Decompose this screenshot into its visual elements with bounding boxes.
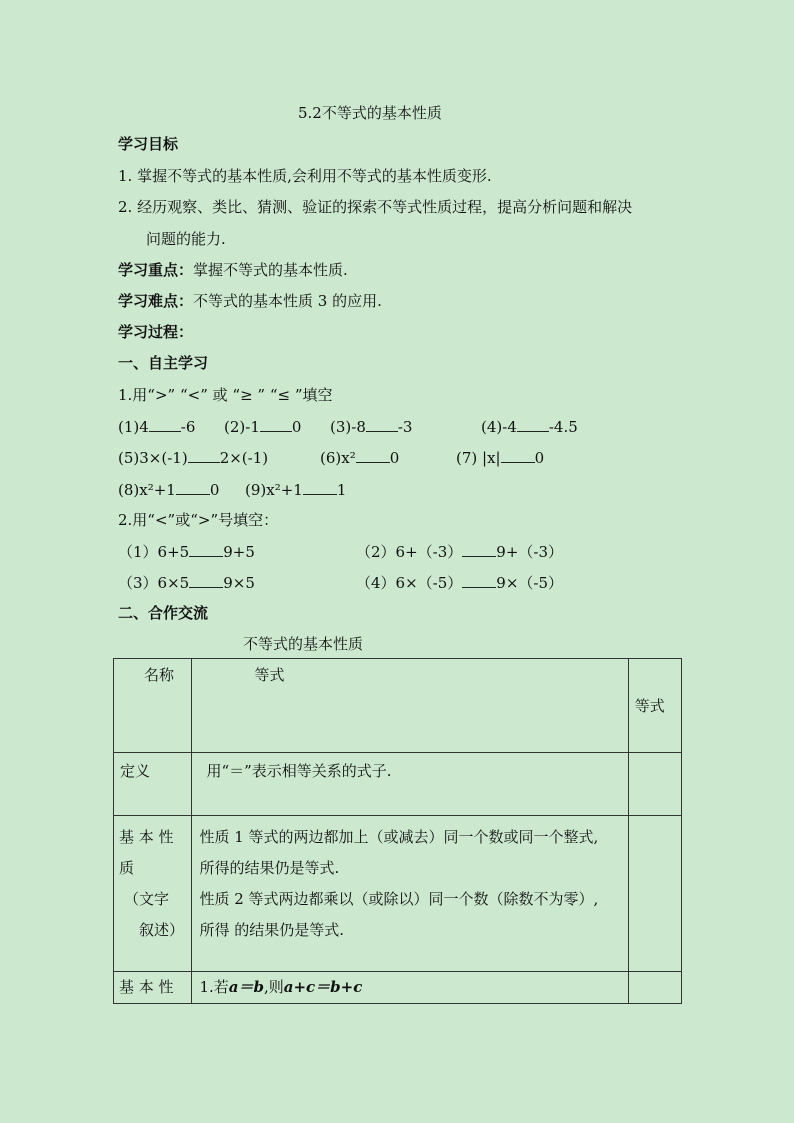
definition-label: 定义	[120, 762, 151, 780]
q1-item-5-right: 2×(-1)	[219, 449, 269, 467]
q2-item-1	[118, 541, 255, 562]
q1-item-6-right: 0	[389, 449, 400, 467]
q1-item-9-right: 1	[336, 481, 347, 499]
q2-item-3	[118, 572, 255, 593]
table-row-definition	[114, 753, 682, 816]
basic-text-line-4: 所得 的结果仍是等式.	[199, 921, 344, 939]
q2-item-4-left: （4）6×（-5）	[356, 574, 463, 592]
goal-item-2-cont: 问题的能力.	[146, 230, 226, 248]
answer-blank[interactable]	[189, 541, 223, 557]
page-title: 5.2不等式的基本性质	[298, 104, 442, 122]
definition-inequality-cell[interactable]	[628, 753, 681, 816]
header-name-cell	[114, 659, 192, 753]
answer-blank[interactable]	[189, 572, 223, 588]
header-inequality: 等式	[634, 696, 665, 715]
answer-blank[interactable]	[188, 447, 220, 463]
basic-label-cell	[114, 816, 192, 972]
properties-table	[113, 658, 682, 1004]
q1-item-1-left: (1)4	[118, 418, 149, 436]
header-name: 名称	[144, 666, 175, 684]
goals-heading: 学习目标	[118, 135, 179, 153]
process-heading: 学习过程：	[118, 323, 194, 341]
q1-item-8-right: 0	[209, 481, 220, 499]
answer-blank[interactable]	[176, 479, 210, 495]
q1-item-1-right: -6	[180, 418, 196, 436]
answer-blank[interactable]	[356, 447, 390, 463]
basic-text-cell	[192, 816, 628, 972]
basic-text-line-1: 性质 1 等式的两边都加上（或减去）同一个数或同一个整式,	[199, 828, 599, 846]
answer-blank[interactable]	[303, 479, 337, 495]
last-mid: ,则	[263, 978, 284, 996]
definition-text: 用“＝”表示相等关系的式子.	[206, 762, 392, 780]
answer-blank[interactable]	[260, 416, 292, 432]
q1-item-6	[320, 447, 399, 468]
difficulty-text: 不等式的基本性质 3 的应用.	[193, 292, 382, 310]
q1-item-3-right: -3	[397, 418, 413, 436]
table-row-basic-properties-symbolic	[114, 972, 682, 1004]
key-point-text: 掌握不等式的基本性质.	[193, 261, 348, 279]
q2-item-2-left: （2）6+（-3）	[356, 543, 463, 561]
section1-heading: 一、自主学习	[118, 354, 209, 372]
q1-item-2	[224, 416, 301, 437]
difficulty-point	[118, 291, 382, 311]
q1-item-4-right: -4.5	[548, 418, 578, 436]
q2-prompt: 2.用“<”或“>”号填空：	[118, 511, 279, 529]
key-point	[118, 260, 348, 280]
answer-blank[interactable]	[462, 572, 496, 588]
last-label-cell	[114, 972, 192, 1004]
definition-label-cell	[114, 753, 192, 816]
table-caption: 不等式的基本性质	[243, 635, 364, 653]
basic-inequality-cell[interactable]	[628, 816, 681, 972]
q1-item-7-left: (7) |x|	[456, 449, 501, 467]
q1-prompt: 1.用“>” “<” 或 “≥ ” “≤ ”填空	[118, 386, 333, 404]
answer-blank[interactable]	[366, 416, 398, 432]
header-equation-cell	[192, 659, 628, 753]
q1-item-3-left: (3)-8	[330, 418, 366, 436]
q2-item-1-right: 9+5	[223, 543, 255, 561]
answer-blank[interactable]	[149, 416, 181, 432]
answer-blank[interactable]	[517, 416, 549, 432]
definition-text-cell	[192, 753, 628, 816]
basic-label-line-3: （文字	[124, 890, 170, 908]
last-label: 基 本 性	[119, 978, 174, 996]
q1-item-9-left: (9)x²+1	[245, 481, 303, 499]
q1-item-4-left: (4)-4	[481, 418, 517, 436]
q2-item-4	[356, 572, 563, 593]
table-row-basic-properties	[114, 816, 682, 972]
last-inequality-cell[interactable]	[628, 972, 681, 1004]
q1-item-7-right: 0	[534, 449, 545, 467]
basic-label-line-1: 基 本 性	[119, 828, 174, 846]
header-equation: 等式	[254, 666, 285, 684]
last-result: a+c＝b+c	[283, 978, 363, 996]
answer-blank[interactable]	[501, 447, 535, 463]
q2-item-3-left: （3）6×5	[118, 574, 190, 592]
q1-item-8-left: (8)x²+1	[118, 481, 176, 499]
section2-heading: 二、合作交流	[118, 604, 209, 622]
q1-item-7	[456, 447, 544, 468]
q2-item-3-right: 9×5	[223, 574, 255, 592]
last-text	[192, 972, 627, 999]
goal-item-2: 2. 经历观察、类比、猜测、验证的探索不等式性质过程，提高分析问题和解决	[118, 198, 633, 216]
last-text-cell	[192, 972, 628, 1004]
q1-item-3	[330, 416, 412, 437]
q2-item-4-right: 9×（-5）	[496, 574, 564, 592]
basic-text-line-3: 性质 2 等式两边都乘以（或除以）同一个数（除数不为零）,	[199, 890, 599, 908]
last-condition: a＝b	[228, 978, 264, 996]
answer-blank[interactable]	[462, 541, 496, 557]
last-prefix: 1.若	[199, 978, 229, 996]
q1-item-9	[245, 479, 346, 500]
q1-item-5-left: (5)3×(-1)	[118, 449, 188, 467]
basic-label-line-2: 质	[119, 859, 135, 877]
q1-item-2-right: 0	[291, 418, 302, 436]
q1-item-6-left: (6)x²	[320, 449, 356, 467]
q1-item-1	[118, 416, 195, 437]
header-inequality-cell	[628, 659, 681, 753]
goal-item-1: 1. 掌握不等式的基本性质,会利用不等式的基本性质变形.	[118, 167, 492, 185]
basic-text-line-2: 所得的结果仍是等式.	[199, 859, 340, 877]
q1-item-4	[481, 416, 578, 437]
q2-item-2-right: 9+（-3）	[496, 543, 564, 561]
basic-label-line-4: 叙述）	[139, 921, 185, 939]
q2-item-1-left: （1）6+5	[118, 543, 190, 561]
table-header-row	[114, 659, 682, 753]
q2-item-2	[356, 541, 563, 562]
q1-item-2-left: (2)-1	[224, 418, 260, 436]
difficulty-label: 学习难点：	[118, 292, 194, 310]
q1-item-5	[118, 447, 268, 468]
key-point-label: 学习重点：	[118, 261, 194, 279]
q1-item-8	[118, 479, 219, 500]
